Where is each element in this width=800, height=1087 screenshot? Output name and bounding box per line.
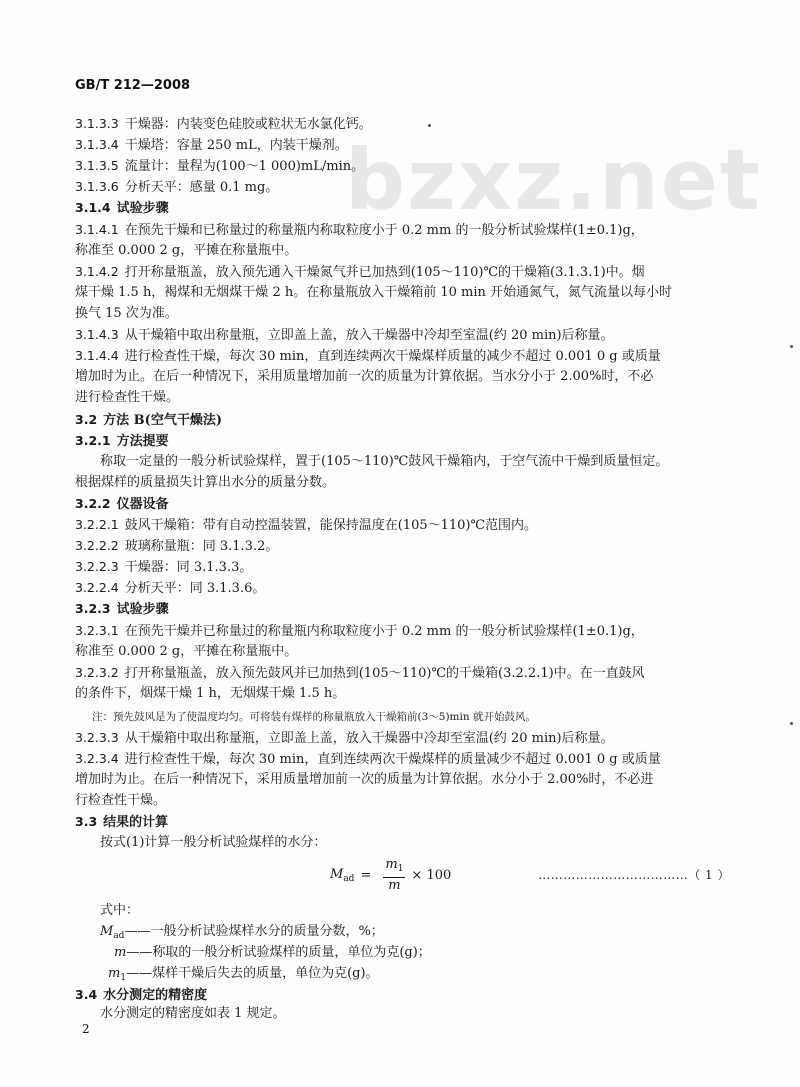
clause-line: 3.1.4.1 在预先干燥和已称量过的称量瓶内称取粒度小于 0.2 mm 的一般分析试验煤样(1±0.1)g， bbox=[75, 222, 644, 238]
clause-line: 增加时为止。在后一种情况下，采用质量增加前一次的质量为计算依据。水分小于 2.00%时，不必进 bbox=[75, 772, 654, 787]
section-heading: 3.2 方法 B(空气干燥法) bbox=[75, 412, 222, 428]
moisture-formula bbox=[330, 857, 451, 893]
where-title: 式中： bbox=[100, 903, 140, 918]
clause-line: 3.1.3.6 分析天平：感量 0.1 mg。 bbox=[75, 179, 279, 195]
clause-line: 称准至 0.000 2 g，平摊在称量瓶中。 bbox=[75, 644, 298, 659]
paragraph-line: 水分测定的精密度如表 1 规定。 bbox=[100, 1006, 286, 1021]
section-heading: 3.2.2 仪器设备 bbox=[75, 496, 169, 512]
where-item: $M_{ad}——$一般分析试验煤样水分的质量分数，%； bbox=[100, 924, 384, 941]
scan-speck bbox=[428, 124, 431, 127]
clause-line: 3.1.3.5 流量计：量程为(100～1 000)mL/min。 bbox=[75, 158, 365, 174]
clause-line: 3.1.3.4 干燥塔：容量 250 mL，内装干燥剂。 bbox=[75, 137, 348, 153]
clause-line: 3.1.3.3 干燥器：内装变色硅胶或粒状无水氯化钙。 bbox=[75, 116, 372, 132]
formula-multiplier: × 100 bbox=[411, 867, 452, 883]
section-heading: 3.2.1 方法提要 bbox=[75, 433, 169, 449]
paragraph-line: 根据煤样的质量损失计算出水分的质量分数。 bbox=[75, 475, 336, 490]
clause-line: 换气 15 次为准。 bbox=[75, 306, 178, 321]
formula-equals: = bbox=[360, 867, 372, 883]
clause-line: 3.1.4.4 进行检查性干燥，每次 30 min，直到连续两次干燥煤样质量的减少不超过 0.001 0 g 或质量 bbox=[75, 348, 661, 364]
clause-line: 3.2.3.1 在预先干燥并已称量过的称量瓶内称取粒度小于 0.2 mm 的一般分析试验煤样(1±0.1)g， bbox=[75, 623, 644, 639]
clause-line: 3.1.4.3 从干燥箱中取出称量瓶，立即盖上盖，放入干燥器中冷却至室温(约 20 min)后称量。 bbox=[75, 327, 614, 343]
section-heading: 3.3 结果的计算 bbox=[75, 814, 169, 830]
watermark-logo: bzxz.net bbox=[345, 131, 762, 229]
clause-line: 3.2.3.2 打开称量瓶盖，放入预先鼓风并已加热到(105～110)℃的干燥箱(3.2.2.1)中。在一直鼓风 bbox=[75, 665, 645, 681]
paragraph-line: 按式(1)计算一般分析试验煤样的水分： bbox=[100, 835, 327, 850]
where-item: m——称取的一般分析试验煤样的质量，单位为克(g)； bbox=[114, 945, 431, 960]
clause-line: 称准至 0.000 2 g，平摊在称量瓶中。 bbox=[75, 243, 298, 258]
formula-lhs: $M_{ad}$ bbox=[330, 866, 355, 884]
section-heading: 3.2.3 试验步骤 bbox=[75, 601, 169, 617]
clause-line: 3.2.3.4 进行检查性干燥，每次 30 min，直到连续两次干燥煤样的质量减少不超过 0.001 0 g 或质量 bbox=[75, 751, 661, 767]
clause-line: 3.1.4.2 打开称量瓶盖，放入预先通入干燥氮气并已加热到(105～110)℃的干燥箱(3.1.3.1)中。烟 bbox=[75, 264, 645, 280]
clause-line: 3.2.2.1 鼓风干燥箱：带有自动控温装置，能保持温度在(105～110)℃范围内。 bbox=[75, 517, 538, 533]
page-number: 2 bbox=[82, 1022, 90, 1036]
formula-fraction: $\frac{m_1}{m}$ bbox=[385, 856, 404, 893]
clause-line: 3.2.3.3 从干燥箱中取出称量瓶，立即盖上盖，放入干燥器中冷却至室温(约 20 min)后称量。 bbox=[75, 730, 614, 746]
clause-line: 3.2.2.4 分析天平：同 3.1.3.6。 bbox=[75, 580, 266, 596]
clause-line: 3.2.2.3 干燥器：同 3.1.3.3。 bbox=[75, 559, 253, 575]
clause-line: 进行检查性干燥。 bbox=[75, 390, 180, 405]
scan-speck bbox=[790, 722, 793, 725]
clause-line: 的条件下，烟煤干燥 1 h，无烟煤干燥 1.5 h。 bbox=[75, 686, 346, 701]
clause-line: 行检查性干燥。 bbox=[75, 793, 167, 808]
clause-line: 3.2.2.2 玻璃称量瓶：同 3.1.3.2。 bbox=[75, 538, 279, 554]
standard-header: GB/T 212—2008 bbox=[75, 78, 191, 93]
clause-line: 煤干燥 1.5 h，褐煤和无烟煤干燥 2 h。在称量瓶放入干燥箱前 10 min 开始通氮气，氮气流量以每小时 bbox=[75, 285, 673, 300]
where-item: $m_1——$煤样干燥后失去的质量，单位为克(g)。 bbox=[108, 966, 379, 983]
equation-number: ………………………………（ 1 ） bbox=[538, 868, 730, 882]
section-heading: 3.4 水分测定的精密度 bbox=[75, 987, 208, 1003]
scan-speck bbox=[790, 345, 793, 348]
section-heading: 3.1.4 试验步骤 bbox=[75, 200, 169, 216]
note-line: 注：预先鼓风是为了使温度均匀。可将装有煤样的称量瓶放入干燥箱前(3～5)min 就开始鼓风。 bbox=[92, 711, 536, 723]
paragraph-line: 称取一定量的一般分析试验煤样，置于(105～110)℃鼓风干燥箱内，于空气流中干燥到质量恒定。 bbox=[100, 454, 669, 469]
clause-line: 增加时为止。在后一种情况下，采用质量增加前一次的质量为计算依据。当水分小于 2.00%时，不必 bbox=[75, 369, 654, 384]
